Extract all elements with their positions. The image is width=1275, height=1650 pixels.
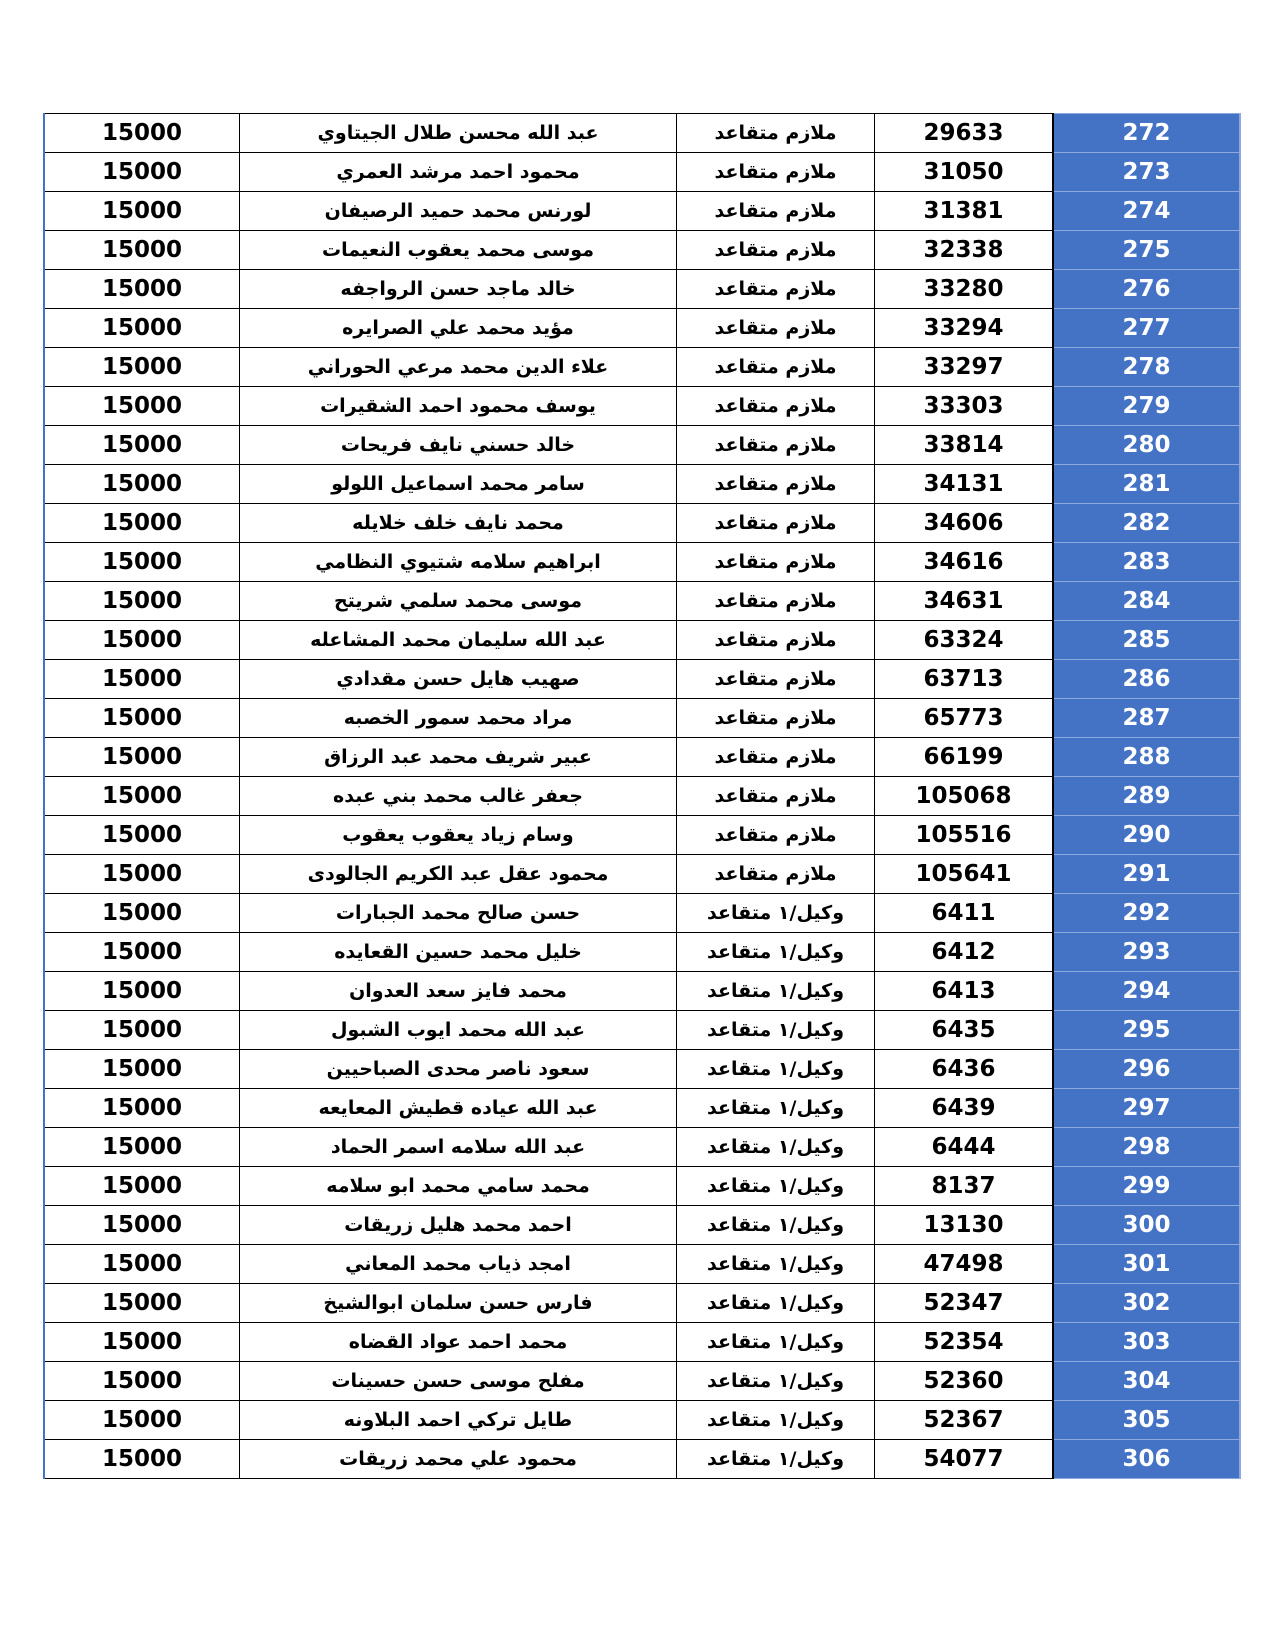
table-row — [44, 1440, 1240, 1479]
seq-cell: 296 — [1053, 1050, 1240, 1089]
name-cell: جعفر غالب محمد بني عبده — [240, 777, 677, 816]
amount-cell: 15000 — [44, 816, 240, 855]
name-cell: سامر محمد اسماعيل اللولو — [240, 465, 677, 504]
name-cell: موسى محمد سلمي شريتح — [240, 582, 677, 621]
seq-cell: 286 — [1053, 660, 1240, 699]
amount-cell: 15000 — [44, 1011, 240, 1050]
id-cell: 66199 — [875, 738, 1054, 777]
amount-cell: 15000 — [44, 231, 240, 270]
table-row — [44, 426, 1240, 465]
seq-cell: 295 — [1053, 1011, 1240, 1050]
seq-cell: 277 — [1053, 309, 1240, 348]
name-cell: مؤيد محمد علي الصرايره — [240, 309, 677, 348]
rank-cell: ملازم متقاعد — [677, 270, 875, 309]
amount-cell: 15000 — [44, 1284, 240, 1323]
id-cell: 34616 — [875, 543, 1054, 582]
amount-cell: 15000 — [44, 426, 240, 465]
id-cell: 105641 — [875, 855, 1054, 894]
id-cell: 6412 — [875, 933, 1054, 972]
amount-cell: 15000 — [44, 972, 240, 1011]
amount-cell: 15000 — [44, 621, 240, 660]
rank-cell: وكيل/١ متقاعد — [677, 972, 875, 1011]
id-cell: 33297 — [875, 348, 1054, 387]
seq-cell: 291 — [1053, 855, 1240, 894]
table-row — [44, 1323, 1240, 1362]
seq-cell: 279 — [1053, 387, 1240, 426]
amount-cell: 15000 — [44, 582, 240, 621]
rank-cell: وكيل/١ متقاعد — [677, 1011, 875, 1050]
amount-cell: 15000 — [44, 1440, 240, 1479]
rank-cell: وكيل/١ متقاعد — [677, 1167, 875, 1206]
rank-cell: وكيل/١ متقاعد — [677, 933, 875, 972]
seq-cell: 284 — [1053, 582, 1240, 621]
name-cell: محمد فايز سعد العدوان — [240, 972, 677, 1011]
seq-cell: 290 — [1053, 816, 1240, 855]
amount-cell: 15000 — [44, 699, 240, 738]
amount-cell: 15000 — [44, 543, 240, 582]
table-row — [44, 543, 1240, 582]
rank-cell: ملازم متقاعد — [677, 738, 875, 777]
rank-cell: وكيل/١ متقاعد — [677, 1323, 875, 1362]
name-cell: محمود علي محمد زريقات — [240, 1440, 677, 1479]
rank-cell: وكيل/١ متقاعد — [677, 1050, 875, 1089]
id-cell: 63324 — [875, 621, 1054, 660]
rank-cell: ملازم متقاعد — [677, 621, 875, 660]
table-row — [44, 270, 1240, 309]
amount-cell: 15000 — [44, 348, 240, 387]
table-row — [44, 387, 1240, 426]
id-cell: 31381 — [875, 192, 1054, 231]
table-row — [44, 1245, 1240, 1284]
rank-cell: ملازم متقاعد — [677, 192, 875, 231]
table-row — [44, 621, 1240, 660]
table-row — [44, 1362, 1240, 1401]
table-row — [44, 465, 1240, 504]
name-cell: مراد محمد سمور الخصبه — [240, 699, 677, 738]
name-cell: عبد الله سليمان محمد المشاعله — [240, 621, 677, 660]
seq-cell: 280 — [1053, 426, 1240, 465]
seq-cell: 278 — [1053, 348, 1240, 387]
seq-cell: 287 — [1053, 699, 1240, 738]
id-cell: 32338 — [875, 231, 1054, 270]
seq-cell: 292 — [1053, 894, 1240, 933]
rank-cell: ملازم متقاعد — [677, 855, 875, 894]
name-cell: عبد الله عياده قطيش المعايعه — [240, 1089, 677, 1128]
name-cell: محمد سامي محمد ابو سلامه — [240, 1167, 677, 1206]
id-cell: 6411 — [875, 894, 1054, 933]
seq-cell: 283 — [1053, 543, 1240, 582]
id-cell: 65773 — [875, 699, 1054, 738]
table-row — [44, 1284, 1240, 1323]
id-cell: 34606 — [875, 504, 1054, 543]
name-cell: حسن صالح محمد الجبارات — [240, 894, 677, 933]
table-row — [44, 192, 1240, 231]
id-cell: 34131 — [875, 465, 1054, 504]
table-row — [44, 933, 1240, 972]
name-cell: وسام زياد يعقوب يعقوب — [240, 816, 677, 855]
amount-cell: 15000 — [44, 1167, 240, 1206]
name-cell: احمد محمد هليل زريقات — [240, 1206, 677, 1245]
table-row — [44, 855, 1240, 894]
amount-cell: 15000 — [44, 1050, 240, 1089]
name-cell: خليل محمد حسين القعايده — [240, 933, 677, 972]
seq-cell: 273 — [1053, 153, 1240, 192]
rank-cell: وكيل/١ متقاعد — [677, 894, 875, 933]
table-row — [44, 348, 1240, 387]
id-cell: 33303 — [875, 387, 1054, 426]
table-row — [44, 894, 1240, 933]
seq-cell: 282 — [1053, 504, 1240, 543]
name-cell: عبد الله محسن طلال الجيتاوي — [240, 114, 677, 153]
rank-cell: ملازم متقاعد — [677, 582, 875, 621]
id-cell: 6436 — [875, 1050, 1054, 1089]
table-row — [44, 153, 1240, 192]
id-cell: 54077 — [875, 1440, 1054, 1479]
rank-cell: ملازم متقاعد — [677, 114, 875, 153]
amount-cell: 15000 — [44, 1206, 240, 1245]
rank-cell: وكيل/١ متقاعد — [677, 1245, 875, 1284]
seq-cell: 303 — [1053, 1323, 1240, 1362]
seq-cell: 306 — [1053, 1440, 1240, 1479]
amount-cell: 15000 — [44, 933, 240, 972]
id-cell: 6444 — [875, 1128, 1054, 1167]
name-cell: مفلح موسى حسن حسينات — [240, 1362, 677, 1401]
id-cell: 52354 — [875, 1323, 1054, 1362]
seq-cell: 289 — [1053, 777, 1240, 816]
seq-cell: 275 — [1053, 231, 1240, 270]
amount-cell: 15000 — [44, 738, 240, 777]
id-cell: 13130 — [875, 1206, 1054, 1245]
rank-cell: ملازم متقاعد — [677, 699, 875, 738]
id-cell: 52367 — [875, 1401, 1054, 1440]
seq-cell: 297 — [1053, 1089, 1240, 1128]
seq-cell: 302 — [1053, 1284, 1240, 1323]
name-cell: محمود عقل عبد الكريم الجالودى — [240, 855, 677, 894]
rank-cell: ملازم متقاعد — [677, 387, 875, 426]
amount-cell: 15000 — [44, 1245, 240, 1284]
amount-cell: 15000 — [44, 1362, 240, 1401]
name-cell: محمد احمد عواد القضاه — [240, 1323, 677, 1362]
rank-cell: ملازم متقاعد — [677, 504, 875, 543]
table-body — [44, 114, 1240, 1479]
amount-cell: 15000 — [44, 192, 240, 231]
seq-cell: 300 — [1053, 1206, 1240, 1245]
rank-cell: ملازم متقاعد — [677, 660, 875, 699]
name-cell: علاء الدين محمد مرعي الحوراني — [240, 348, 677, 387]
table-row — [44, 1050, 1240, 1089]
table-row — [44, 114, 1240, 153]
name-cell: محمد نايف خلف خلايله — [240, 504, 677, 543]
table-row — [44, 1011, 1240, 1050]
seq-cell: 281 — [1053, 465, 1240, 504]
name-cell: خالد ماجد حسن الرواجفه — [240, 270, 677, 309]
amount-cell: 15000 — [44, 1089, 240, 1128]
seq-cell: 299 — [1053, 1167, 1240, 1206]
name-cell: ابراهيم سلامه شتيوي النظامي — [240, 543, 677, 582]
id-cell: 8137 — [875, 1167, 1054, 1206]
amount-cell: 15000 — [44, 114, 240, 153]
amount-cell: 15000 — [44, 153, 240, 192]
table-row — [44, 231, 1240, 270]
table-row — [44, 738, 1240, 777]
name-cell: عبد الله سلامه اسمر الحماد — [240, 1128, 677, 1167]
id-cell: 52360 — [875, 1362, 1054, 1401]
table-row — [44, 1128, 1240, 1167]
table-row — [44, 309, 1240, 348]
name-cell: صهيب هايل حسن مقدادي — [240, 660, 677, 699]
rank-cell: وكيل/١ متقاعد — [677, 1284, 875, 1323]
seq-cell: 304 — [1053, 1362, 1240, 1401]
amount-cell: 15000 — [44, 465, 240, 504]
id-cell: 105068 — [875, 777, 1054, 816]
table-row — [44, 660, 1240, 699]
seq-cell: 285 — [1053, 621, 1240, 660]
amount-cell: 15000 — [44, 1128, 240, 1167]
id-cell: 31050 — [875, 153, 1054, 192]
rank-cell: ملازم متقاعد — [677, 309, 875, 348]
rank-cell: وكيل/١ متقاعد — [677, 1401, 875, 1440]
id-cell: 6413 — [875, 972, 1054, 1011]
rank-cell: ملازم متقاعد — [677, 777, 875, 816]
seq-cell: 298 — [1053, 1128, 1240, 1167]
amount-cell: 15000 — [44, 1323, 240, 1362]
amount-cell: 15000 — [44, 777, 240, 816]
id-cell: 33294 — [875, 309, 1054, 348]
name-cell: محمود احمد مرشد العمري — [240, 153, 677, 192]
name-cell: خالد حسني نايف فريحات — [240, 426, 677, 465]
seq-cell: 274 — [1053, 192, 1240, 231]
name-cell: موسى محمد يعقوب النعيمات — [240, 231, 677, 270]
table-row — [44, 777, 1240, 816]
id-cell: 29633 — [875, 114, 1054, 153]
rank-cell: ملازم متقاعد — [677, 153, 875, 192]
seq-cell: 294 — [1053, 972, 1240, 1011]
seq-cell: 272 — [1053, 114, 1240, 153]
id-cell: 47498 — [875, 1245, 1054, 1284]
amount-cell: 15000 — [44, 387, 240, 426]
seq-cell: 293 — [1053, 933, 1240, 972]
name-cell: لورنس محمد حميد الرصيفان — [240, 192, 677, 231]
table-row — [44, 1089, 1240, 1128]
id-cell: 33814 — [875, 426, 1054, 465]
seq-cell: 305 — [1053, 1401, 1240, 1440]
id-cell: 6435 — [875, 1011, 1054, 1050]
rank-cell: وكيل/١ متقاعد — [677, 1206, 875, 1245]
amount-cell: 15000 — [44, 660, 240, 699]
id-cell: 6439 — [875, 1089, 1054, 1128]
table-row — [44, 1401, 1240, 1440]
amount-cell: 15000 — [44, 270, 240, 309]
seq-cell: 288 — [1053, 738, 1240, 777]
amount-cell: 15000 — [44, 504, 240, 543]
amount-cell: 15000 — [44, 894, 240, 933]
rank-cell: ملازم متقاعد — [677, 816, 875, 855]
id-cell: 33280 — [875, 270, 1054, 309]
amount-cell: 15000 — [44, 309, 240, 348]
name-cell: عبير شريف محمد عبد الرزاق — [240, 738, 677, 777]
amount-cell: 15000 — [44, 855, 240, 894]
table-row — [44, 699, 1240, 738]
id-cell: 105516 — [875, 816, 1054, 855]
name-cell: عبد الله محمد ايوب الشبول — [240, 1011, 677, 1050]
seq-cell: 301 — [1053, 1245, 1240, 1284]
data-table — [43, 113, 1241, 1479]
table-row — [44, 582, 1240, 621]
rank-cell: ملازم متقاعد — [677, 543, 875, 582]
rank-cell: وكيل/١ متقاعد — [677, 1440, 875, 1479]
id-cell: 34631 — [875, 582, 1054, 621]
name-cell: امجد ذياب محمد المعاني — [240, 1245, 677, 1284]
seq-cell: 276 — [1053, 270, 1240, 309]
table-row — [44, 1167, 1240, 1206]
name-cell: فارس حسن سلمان ابوالشيخ — [240, 1284, 677, 1323]
amount-cell: 15000 — [44, 1401, 240, 1440]
id-cell: 52347 — [875, 1284, 1054, 1323]
rank-cell: وكيل/١ متقاعد — [677, 1089, 875, 1128]
rank-cell: وكيل/١ متقاعد — [677, 1362, 875, 1401]
rank-cell: وكيل/١ متقاعد — [677, 1128, 875, 1167]
name-cell: سعود ناصر محدى الصباحيين — [240, 1050, 677, 1089]
rank-cell: ملازم متقاعد — [677, 231, 875, 270]
name-cell: يوسف محمود احمد الشقيرات — [240, 387, 677, 426]
rank-cell: ملازم متقاعد — [677, 465, 875, 504]
table-row — [44, 816, 1240, 855]
table-row — [44, 972, 1240, 1011]
rank-cell: ملازم متقاعد — [677, 426, 875, 465]
table-row — [44, 504, 1240, 543]
id-cell: 63713 — [875, 660, 1054, 699]
rank-cell: ملازم متقاعد — [677, 348, 875, 387]
name-cell: طايل تركي احمد البلاونه — [240, 1401, 677, 1440]
table-row — [44, 1206, 1240, 1245]
